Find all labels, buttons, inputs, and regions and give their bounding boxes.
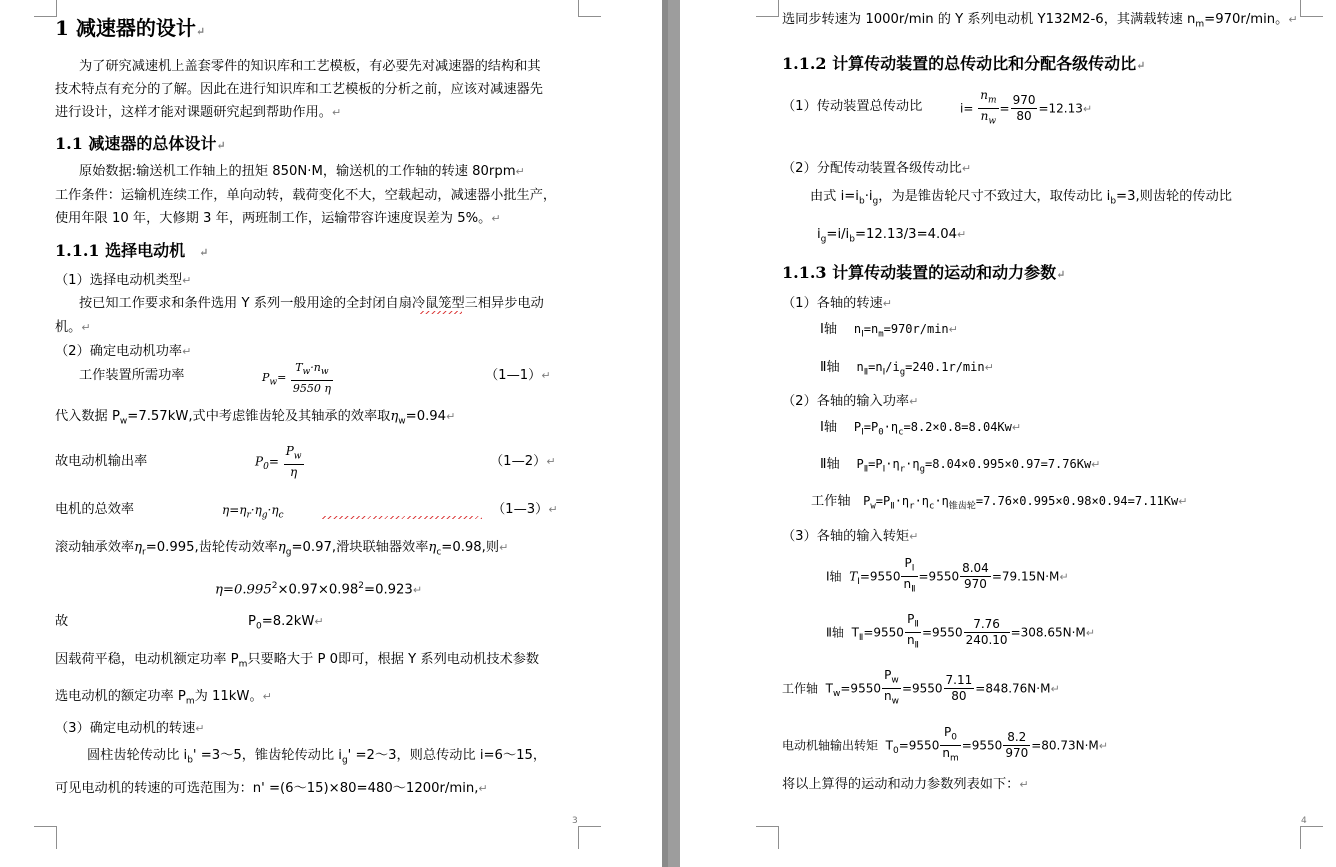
gear-ratio-result: $i_g=i/i_b=12.13/3=4.04↵$ xyxy=(817,227,967,245)
work-shaft-torque: 工作轴 $T_w=9550$ $\frac{P_w}{n_w}$ =9550 $\frac{7.11}{80}$ =848.76N·M↵ xyxy=(782,668,1060,707)
page-number: 3 xyxy=(572,816,578,826)
pw-data-text: 代入数据 $P_w=7.57kW$,式中考虑锥齿轮及其轴承的效率取$\eta_w=0.94↵$ xyxy=(55,409,456,427)
motor-type-line-1: 按已知工作要求和条件选用 Y 系列一般用途的全封闭自扇冷鼠笼型三相异步电动 xyxy=(79,296,544,311)
shaft-1-power: Ⅰ轴 $P_Ⅰ=P_0\cdot\eta_c=8.2\times 0.8=8.04Kw↵$ xyxy=(820,420,1022,438)
rated-power-line-2: 选电动机的额定功率 $P_m$为 11kW。↵ xyxy=(55,689,272,707)
section-heading-1-1: 1.1 减速器的总体设计↵ xyxy=(55,134,226,153)
ratio-range: 圆柱齿轮传动比 $i_b'$ =3～5，锥齿轮传动比 $i_g'$ =2～3，则总传动比 i=6～15， xyxy=(87,748,547,766)
powers-label: （2）各轴的输入功率↵ xyxy=(782,394,919,409)
original-data: 原始数据:输送机工作轴上的扭矩 850N·M，输送机的工作轴的转速 80rpm↵ xyxy=(79,164,525,179)
motor-selection: 选同步转速为 1000r/min 的 Y 系列电动机 Y132M2-6，其满载转速 $n_m=970r/\min$。↵ xyxy=(782,12,1298,30)
spell-underline xyxy=(420,311,462,314)
subsection-3: （3）确定电动机的转速↵ xyxy=(55,721,205,736)
speed-range: 可见电动机的转速的可选范围为：n' =(6～15)×80=480～1200r/min,↵ xyxy=(55,781,488,796)
gu-label: 故 xyxy=(55,614,69,629)
page-gutter xyxy=(662,0,680,867)
total-ratio-label: （1）传动装置总传动比 xyxy=(782,99,923,114)
equation-1-3: $\eta=\eta_r\cdot\eta_g\cdot\eta_c$ xyxy=(222,503,284,521)
crop-mark xyxy=(34,826,57,849)
spell-underline xyxy=(322,516,482,519)
table-intro: 将以上算得的运动和动力参数列表如下：↵ xyxy=(782,777,1029,792)
shaft-1-torque: Ⅰ轴 $T_Ⅰ=9550$ $\frac{P_Ⅰ}{n_Ⅱ}$ =9550 $\frac{8.04}{970}$ =79.15N·M↵ xyxy=(826,556,1069,595)
torques-label: （3）各轴的输入转矩↵ xyxy=(782,529,919,544)
page-number: 4 xyxy=(1301,816,1307,826)
document-page-3 xyxy=(0,0,662,867)
section-heading-1-1-1: 1.1.1 选择电动机 ↵ xyxy=(55,241,209,260)
allocation-text: 由式 $i=i_b\cdot i_g$，为是锥齿轮尺寸不致过大，取传动比 $i_b=3$,则齿轮的传动比 xyxy=(810,189,1232,207)
subsection-1: （1）选择电动机类型↵ xyxy=(55,273,192,288)
motor-type-line-2: 机。↵ xyxy=(55,320,91,335)
crop-mark xyxy=(578,826,601,849)
work-power-label: 工作装置所需功率 xyxy=(79,368,185,383)
crop-mark xyxy=(1300,826,1323,849)
document-page-4 xyxy=(680,0,1336,867)
intro-line-2: 技术特点有充分的了解。因此在进行知识库和工艺模板的分析之前，应该对减速器先 xyxy=(55,82,543,97)
allocation-label: （2）分配传动装置各级传动比↵ xyxy=(782,161,972,176)
work-shaft-power: 工作轴 $P_w=P_Ⅱ\cdot\eta_r\cdot\eta_c\cdot\eta_{锥齿轮}=7.76\times 0.995\times 0.98\times 0.94=7.11Kw↵$ xyxy=(811,494,1188,512)
efficiency-values: 滚动轴承效率$\eta_r=0.995$,齿轮传动效率$\eta_g=0.97$,滑块联轴器效率$\eta_c=0.98$,则↵ xyxy=(55,540,509,558)
work-condition-1: 工作条件：运输机连续工作，单向动转，载荷变化不大，空载起动，减速器小批生产， xyxy=(55,188,557,203)
equation-1-2: $P_0=$ $\frac{P_w}{\eta}$ xyxy=(255,444,302,480)
equation-number-1-2: （1—2）↵ xyxy=(490,454,556,469)
motor-output-label: 故电动机输出率 xyxy=(55,454,148,469)
motor-shaft-torque: 电动机轴输出转矩 $T_0=9550$ $\frac{P_0}{n_m}$ =9550 $\frac{8.2}{970}$ =80.73N·M↵ xyxy=(782,725,1108,764)
shaft-2-speed: Ⅱ轴 $n_Ⅱ=n_Ⅰ/i_g=240.1r/\min↵$ xyxy=(820,360,994,378)
crop-mark xyxy=(1300,0,1323,17)
crop-mark xyxy=(34,0,57,17)
total-efficiency-label: 电机的总效率 xyxy=(55,502,135,517)
equation-number-1-1: （1—1）↵ xyxy=(485,368,551,383)
shaft-2-torque: Ⅱ轴 $T_Ⅱ=9550$ $\frac{P_Ⅱ}{n_Ⅱ}$ =9550 $\frac{7.76}{240.10}$ =308.65N·M↵ xyxy=(826,612,1095,651)
rated-power-line-1: 因载荷平稳，电动机额定功率 $P_m$只要略大于 P 0即可，根据 Y 系列电动机技术参数 xyxy=(55,652,540,670)
intro-line-3: 进行设计，这样才能对课题研究起到帮助作用。↵ xyxy=(55,105,342,120)
intro-line-1: 为了研究减速机上盖套零件的知识库和工艺模板，有必要先对减速器的结构和其 xyxy=(79,59,541,74)
section-heading-1-1-3: 1.1.3 计算传动装置的运动和动力参数↵ xyxy=(782,263,1066,282)
crop-mark xyxy=(756,826,779,849)
equation-number-1-3: （1—3）↵ xyxy=(492,502,558,517)
work-condition-2: 使用年限 10 年，大修期 3 年，两班制工作，运输带容许速度误差为 5%。↵ xyxy=(55,211,501,226)
chapter-title: 1 减速器的设计↵ xyxy=(55,16,206,40)
section-heading-1-1-2: 1.1.2 计算传动装置的总传动比和分配各级传动比↵ xyxy=(782,54,1146,73)
shaft-2-power: Ⅱ轴 $P_Ⅱ=P_Ⅰ\cdot\eta_r\cdot\eta_g=8.04\times 0.995\times 0.97=7.76Kw↵$ xyxy=(820,457,1101,475)
equation-1-1: $P_w=$ $\frac{T_w\cdot n_w}{9550 \eta}$ xyxy=(262,361,331,396)
shaft-1-speed: Ⅰ轴 $n_Ⅰ=n_m=970r/\min↵$ xyxy=(820,322,958,340)
subsection-2: （2）确定电动机功率↵ xyxy=(55,344,192,359)
p0-result: $P_0=8.2kW↵$ xyxy=(248,614,324,632)
crop-mark xyxy=(756,0,779,17)
crop-mark xyxy=(578,0,601,17)
speeds-label: （1）各轴的转速↵ xyxy=(782,296,892,311)
eta-calculation: $\eta=0.995^2\times 0.97\times 0.98^2=0.923↵$ xyxy=(215,581,423,598)
total-ratio-equation: i= $\frac{n_m}{n_w}$ = $\frac{970}{80}$ =12.13↵ xyxy=(960,88,1093,127)
